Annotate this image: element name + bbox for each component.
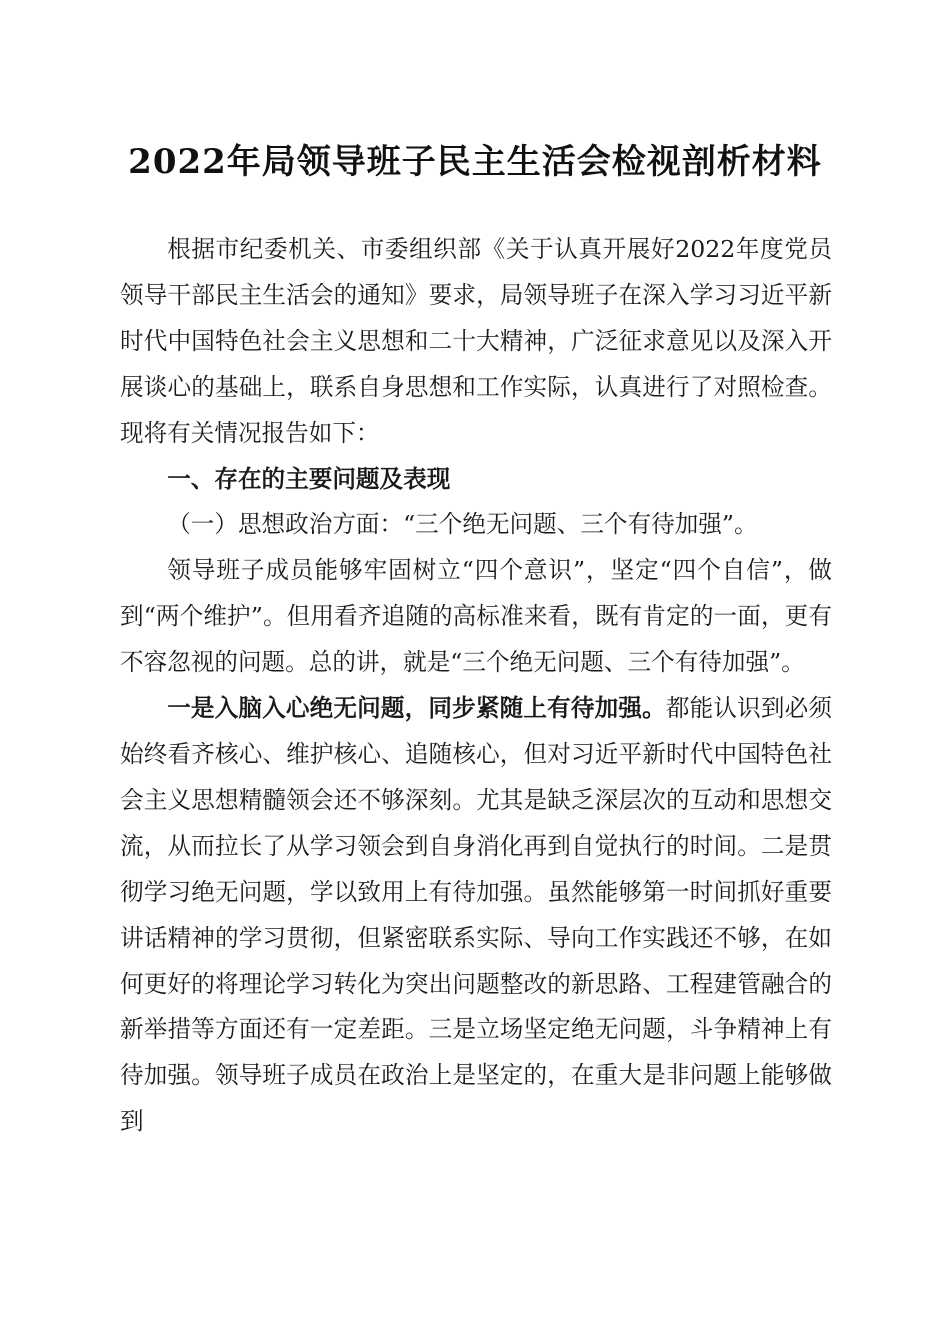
document-title: 2022年局领导班子民主生活会检视剖析材料: [128, 142, 822, 182]
body-paragraph-2: [120, 686, 832, 1145]
subsection-heading: （一）思想政治方面：“三个绝无问题、三个有待加强”。: [167, 510, 758, 539]
body-paragraph-1: 领导班子成员能够牢固树立“四个意识”，坚定“四个自信”，做到“两个维护”。但用看齐追随的高标准来看，既有肯定的一面，更有不容忽视的问题。总的讲，就是“三个绝无问题、三个有待加强”。: [120, 556, 832, 677]
paragraph-lead-sentence: 一是入脑入心绝无问题，同步紧随上有待加强。: [167, 694, 666, 723]
section-heading: 一、存在的主要问题及表现: [167, 464, 451, 493]
document-body: [120, 227, 832, 1145]
paragraph-body-text: 都能认识到必须始终看齐核心、维护核心、追随核心，但对习近平新时代中国特色社会主义思想精髓领会还不够深刻。尤其是缺乏深层次的互动和思想交流，从而拉长了从学习领会到自身消化再到自觉执行的时间。二是贯彻学习绝无问题，学以致用上有待加强。虽然能够第一时间抓好重要讲话精神的学习贯彻，但紧密联系实际、导向工作实践还不够，在如何更好的将理论学习转化为突出问题整改的新思路、工程建管融合的新举措等方面还有一定差距。三是立场坚定绝无问题，斗争精神上有待加强。领导班子成员在政治上是坚定的，在重大是非问题上能够做到: [120, 694, 833, 1136]
intro-paragraph: 根据市纪委机关、市委组织部《关于认真开展好2022年度党员领导干部民主生活会的通知》要求，局领导班子在深入学习习近平新时代中国特色社会主义思想和二十大精神，广泛征求意见以及深入开展谈心的基础上，联系自身思想和工作实际，认真进行了对照检查。现将有关情况报告如下：: [120, 235, 832, 447]
